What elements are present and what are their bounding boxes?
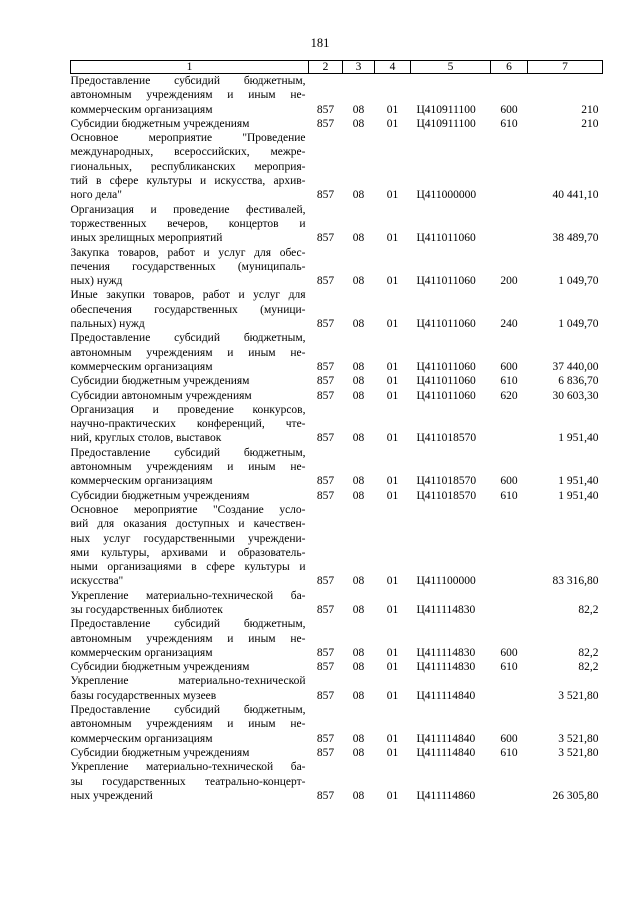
expense-name-line: ных учреждений bbox=[70, 789, 153, 802]
expense-name-line: ными организациями в сфере культуры и bbox=[70, 561, 306, 574]
expense-name-cell bbox=[71, 503, 309, 589]
expense-name-cell bbox=[71, 203, 309, 246]
section-code-cell: 08 bbox=[352, 732, 365, 745]
expense-name-line: Иные закупки товаров, работ и услуг для bbox=[70, 289, 306, 302]
subsection-code-cell: 01 bbox=[386, 575, 399, 588]
section-code-cell: 08 bbox=[352, 646, 365, 659]
subsection-code-cell: 01 bbox=[386, 732, 399, 745]
subsection-code-cell: 01 bbox=[386, 117, 399, 130]
expense-type-cell: 600 bbox=[500, 646, 518, 659]
amount-cell: 3 521,80 bbox=[558, 746, 599, 759]
ministry-code-cell: 857 bbox=[316, 646, 335, 659]
section-code-cell: 08 bbox=[352, 475, 365, 488]
expense-name-line: коммерческим организациям bbox=[70, 732, 213, 745]
amount-cell: 1 049,70 bbox=[558, 318, 599, 331]
section-code-cell: 08 bbox=[352, 603, 365, 616]
expense-type-cell: 600 bbox=[500, 103, 518, 116]
table-row bbox=[71, 703, 603, 746]
section-code-cell: 08 bbox=[352, 360, 365, 373]
target-article-cell: Ц411114830 bbox=[416, 661, 476, 674]
subsection-code-cell: 01 bbox=[386, 661, 399, 674]
amount-cell: 26 305,80 bbox=[552, 789, 599, 802]
subsection-code-cell: 01 bbox=[386, 318, 399, 331]
expense-type-cell: 600 bbox=[500, 475, 518, 488]
expense-type-cell: 240 bbox=[500, 318, 518, 331]
section-code-cell: 08 bbox=[352, 489, 365, 502]
expense-name-line: Предоставление субсидий бюджетным, bbox=[70, 446, 306, 459]
expense-name-line: Субсидии бюджетным учреждениям bbox=[70, 489, 250, 502]
expense-type-cell: 610 bbox=[500, 746, 518, 759]
section-code-cell: 08 bbox=[352, 275, 365, 288]
table-row bbox=[71, 746, 603, 760]
expense-name-cell bbox=[71, 389, 309, 403]
section-code-cell: 08 bbox=[352, 661, 365, 674]
expense-name-line: Укрепление материально-технической ба- bbox=[70, 589, 306, 602]
target-article-cell: Ц411114860 bbox=[416, 789, 476, 802]
subsection-code-cell: 01 bbox=[386, 489, 399, 502]
expense-type-cell bbox=[491, 589, 528, 618]
subsection-code-cell: 01 bbox=[386, 746, 399, 759]
target-article-cell: Ц411011060 bbox=[416, 375, 476, 388]
ministry-code-cell: 857 bbox=[316, 603, 335, 616]
expense-name-cell bbox=[71, 660, 309, 674]
table-row bbox=[71, 589, 603, 618]
expense-name-cell bbox=[71, 760, 309, 803]
table-row bbox=[71, 288, 603, 331]
expense-name-line: коммерческим организациям bbox=[70, 475, 213, 488]
subsection-code-cell: 01 bbox=[386, 646, 399, 659]
ministry-code-cell: 857 bbox=[316, 375, 335, 388]
amount-cell: 1 049,70 bbox=[558, 275, 599, 288]
subsection-code-cell: 01 bbox=[386, 232, 399, 245]
expense-name-line: базы государственных музеев bbox=[70, 689, 217, 702]
ministry-code-cell: 857 bbox=[316, 103, 335, 116]
expense-name-cell bbox=[71, 131, 309, 202]
amount-cell: 210 bbox=[581, 103, 599, 116]
amount-cell: 82,2 bbox=[578, 646, 599, 659]
expense-name-cell bbox=[71, 489, 309, 503]
expense-name-line: ных) нужд bbox=[70, 275, 123, 288]
expense-type-cell: 620 bbox=[500, 389, 518, 402]
ministry-code-cell: 857 bbox=[316, 117, 335, 130]
section-code-cell: 08 bbox=[352, 318, 365, 331]
table-row bbox=[71, 203, 603, 246]
expense-type-cell bbox=[491, 674, 528, 703]
expense-name-cell bbox=[71, 703, 309, 746]
section-code-cell: 08 bbox=[352, 432, 365, 445]
target-article-cell: Ц411000000 bbox=[416, 189, 477, 202]
amount-cell: 1 951,40 bbox=[558, 489, 599, 502]
target-article-cell: Ц410911100 bbox=[416, 103, 476, 116]
expense-name-line: Организация и проведение конкурсов, bbox=[70, 403, 306, 416]
expense-name-cell bbox=[71, 117, 309, 131]
subsection-code-cell: 01 bbox=[386, 789, 399, 802]
expense-name-cell bbox=[71, 446, 309, 489]
target-article-cell: Ц411018570 bbox=[416, 432, 477, 445]
header-row bbox=[71, 61, 603, 74]
amount-cell: 210 bbox=[581, 117, 599, 130]
ministry-code-cell: 857 bbox=[316, 746, 335, 759]
ministry-code-cell: 857 bbox=[316, 275, 335, 288]
expense-name-line: Закупка товаров, работ и услуг для обес- bbox=[70, 246, 306, 259]
expense-name-line: Субсидии бюджетным учреждениям bbox=[70, 746, 250, 759]
expense-name-line: торжественных вечеров, концертов и bbox=[70, 217, 306, 230]
ministry-code-cell: 857 bbox=[316, 689, 335, 702]
target-article-cell: Ц411011060 bbox=[416, 360, 476, 373]
subsection-code-cell: 01 bbox=[386, 360, 399, 373]
expense-name-cell bbox=[71, 288, 309, 331]
expense-name-line: научно-практических конференций, чте- bbox=[70, 418, 306, 431]
expense-name-line: тий в сфере культуры и искусства, архив- bbox=[70, 175, 306, 188]
ministry-code-cell: 857 bbox=[316, 789, 335, 802]
subsection-code-cell: 01 bbox=[386, 475, 399, 488]
subsection-code-cell: 01 bbox=[386, 103, 399, 116]
expense-name-line: ного дела" bbox=[70, 189, 122, 202]
table-row bbox=[71, 760, 603, 803]
ministry-code-cell: 857 bbox=[316, 360, 335, 373]
expense-name-line: ями культуры, архивами и образователь- bbox=[70, 546, 306, 559]
table-row bbox=[71, 503, 603, 589]
subsection-code-cell: 01 bbox=[386, 375, 399, 388]
table-row bbox=[71, 117, 603, 131]
expense-name-line: Предоставление субсидий бюджетным, bbox=[70, 75, 306, 87]
expense-type-cell: 610 bbox=[500, 375, 518, 388]
expense-name-cell bbox=[71, 746, 309, 760]
section-code-cell: 08 bbox=[352, 389, 365, 402]
target-article-cell: Ц411114830 bbox=[416, 603, 476, 616]
amount-cell: 3 521,80 bbox=[558, 689, 599, 702]
amount-cell: 6 836,70 bbox=[558, 375, 599, 388]
target-article-cell: Ц411011060 bbox=[416, 275, 476, 288]
section-code-cell: 08 bbox=[352, 375, 365, 388]
expense-name-line: Организация и проведение фестивалей, bbox=[70, 203, 306, 216]
expense-name-line: Предоставление субсидий бюджетным, bbox=[70, 618, 306, 631]
amount-cell: 1 951,40 bbox=[558, 475, 599, 488]
table-row bbox=[71, 403, 603, 446]
table-body bbox=[71, 74, 603, 804]
header-col-4: 4 bbox=[375, 61, 411, 74]
expense-name-line: ний, круглых столов, выставок bbox=[70, 432, 222, 445]
expense-name-line: искусства" bbox=[70, 575, 124, 588]
amount-cell: 30 603,30 bbox=[552, 389, 599, 402]
expense-name-line: Укрепление материально-технической bbox=[70, 675, 306, 688]
header-col-1: 1 bbox=[71, 61, 309, 74]
ministry-code-cell: 857 bbox=[316, 661, 335, 674]
header-col-6: 6 bbox=[491, 61, 528, 74]
expense-type-cell bbox=[491, 131, 528, 202]
subsection-code-cell: 01 bbox=[386, 432, 399, 445]
expense-name-line: Субсидии автономным учреждениям bbox=[70, 389, 252, 402]
expense-type-cell: 610 bbox=[500, 117, 518, 130]
ministry-code-cell: 857 bbox=[316, 432, 335, 445]
expense-type-cell: 600 bbox=[500, 360, 518, 373]
expense-name-cell bbox=[71, 674, 309, 703]
expense-name-line: автономным учреждениям и иным не- bbox=[70, 718, 306, 731]
expense-type-cell: 610 bbox=[500, 489, 518, 502]
expense-type-cell bbox=[491, 760, 528, 803]
expense-name-cell bbox=[71, 331, 309, 374]
expense-name-line: гиональных, республиканских мероприя- bbox=[70, 160, 306, 173]
expense-name-line: обеспечения государственных (муници- bbox=[70, 303, 306, 316]
expense-name-cell bbox=[71, 374, 309, 388]
expense-name-line: зы государственных театрально-концерт- bbox=[70, 775, 306, 788]
amount-cell: 37 440,00 bbox=[552, 360, 599, 373]
table-row bbox=[71, 131, 603, 202]
section-code-cell: 08 bbox=[352, 189, 365, 202]
amount-cell: 38 489,70 bbox=[552, 232, 599, 245]
subsection-code-cell: 01 bbox=[386, 689, 399, 702]
expense-type-cell: 610 bbox=[500, 661, 518, 674]
section-code-cell: 08 bbox=[352, 689, 365, 702]
table-row bbox=[71, 246, 603, 289]
target-article-cell: Ц411114840 bbox=[416, 746, 476, 759]
expense-name-line: Субсидии бюджетным учреждениям bbox=[70, 661, 250, 674]
expense-name-line: Субсидии бюджетным учреждениям bbox=[70, 117, 250, 130]
table-header bbox=[71, 61, 603, 74]
expense-type-cell: 200 bbox=[500, 275, 518, 288]
amount-cell: 1 951,40 bbox=[558, 432, 599, 445]
target-article-cell: Ц411011060 bbox=[416, 232, 476, 245]
target-article-cell: Ц411011060 bbox=[416, 389, 476, 402]
ministry-code-cell: 857 bbox=[316, 389, 335, 402]
table-row bbox=[71, 446, 603, 489]
section-code-cell: 08 bbox=[352, 117, 365, 130]
page-number: 181 bbox=[310, 36, 330, 50]
expense-type-cell bbox=[491, 503, 528, 589]
expense-name-line: ных услуг государственными учреждени- bbox=[70, 532, 306, 545]
expense-type-cell bbox=[491, 203, 528, 246]
header-col-2: 2 bbox=[309, 61, 343, 74]
expense-name-line: автономным учреждениям и иным не- bbox=[70, 461, 306, 474]
table-row bbox=[71, 374, 603, 388]
expense-name-line: коммерческим организациям bbox=[70, 360, 213, 373]
expense-type-cell: 600 bbox=[500, 732, 518, 745]
expense-name-line: Основное мероприятие "Проведение bbox=[70, 132, 306, 145]
expense-name-cell bbox=[71, 74, 309, 117]
subsection-code-cell: 01 bbox=[386, 389, 399, 402]
expense-name-line: пальных) нужд bbox=[70, 318, 145, 331]
amount-cell: 3 521,80 bbox=[558, 732, 599, 745]
table-row bbox=[71, 674, 603, 703]
target-article-cell: Ц411018570 bbox=[416, 475, 477, 488]
expense-name-cell bbox=[71, 246, 309, 289]
subsection-code-cell: 01 bbox=[386, 275, 399, 288]
amount-cell: 82,2 bbox=[578, 603, 599, 616]
expense-type-cell bbox=[491, 403, 528, 446]
header-col-7: 7 bbox=[528, 61, 603, 74]
table-row bbox=[71, 617, 603, 660]
expense-name-cell bbox=[71, 403, 309, 446]
subsection-code-cell: 01 bbox=[386, 189, 399, 202]
expense-name-cell bbox=[71, 617, 309, 660]
target-article-cell: Ц411018570 bbox=[416, 489, 477, 502]
expense-name-line: международных, всероссийских, межре- bbox=[70, 146, 306, 159]
target-article-cell: Ц411114840 bbox=[416, 689, 476, 702]
ministry-code-cell: 857 bbox=[316, 732, 335, 745]
ministry-code-cell: 857 bbox=[316, 575, 335, 588]
target-article-cell: Ц411114840 bbox=[416, 732, 476, 745]
ministry-code-cell: 857 bbox=[316, 489, 335, 502]
amount-cell: 83 316,80 bbox=[552, 575, 599, 588]
expense-name-line: Субсидии бюджетным учреждениям bbox=[70, 375, 250, 388]
table-row bbox=[71, 331, 603, 374]
expense-name-line: автономным учреждениям и иным не- bbox=[70, 346, 306, 359]
target-article-cell: Ц410911100 bbox=[416, 117, 476, 130]
amount-cell: 82,2 bbox=[578, 661, 599, 674]
expense-name-line: Предоставление субсидий бюджетным, bbox=[70, 704, 306, 717]
expense-name-line: иных зрелищных мероприятий bbox=[70, 232, 223, 245]
header-col-3: 3 bbox=[343, 61, 375, 74]
target-article-cell: Ц411114830 bbox=[416, 646, 476, 659]
ministry-code-cell: 857 bbox=[316, 475, 335, 488]
header-col-5: 5 bbox=[411, 61, 491, 74]
table-row bbox=[71, 389, 603, 403]
amount-cell: 40 441,10 bbox=[552, 189, 599, 202]
ministry-code-cell: 857 bbox=[316, 189, 335, 202]
expense-name-cell bbox=[71, 589, 309, 618]
section-code-cell: 08 bbox=[352, 232, 365, 245]
expense-name-line: вий для оказания доступных и качествен- bbox=[70, 518, 306, 531]
expense-name-line: Укрепление материально-технической ба- bbox=[70, 761, 306, 774]
budget-table bbox=[70, 60, 603, 803]
target-article-cell: Ц411100000 bbox=[416, 575, 476, 588]
target-article-cell: Ц411011060 bbox=[416, 318, 476, 331]
expense-name-line: коммерческим организациям bbox=[70, 103, 213, 116]
table-row bbox=[71, 489, 603, 503]
section-code-cell: 08 bbox=[352, 575, 365, 588]
section-code-cell: 08 bbox=[352, 746, 365, 759]
table-row bbox=[71, 660, 603, 674]
expense-name-line: зы государственных библиотек bbox=[70, 603, 223, 616]
section-code-cell: 08 bbox=[352, 103, 365, 116]
expense-name-line: печения государственных (муниципаль- bbox=[70, 260, 306, 273]
section-code-cell: 08 bbox=[352, 789, 365, 802]
expense-name-line: Предоставление субсидий бюджетным, bbox=[70, 332, 306, 345]
expense-name-line: автономным учреждениям и иным не- bbox=[70, 632, 306, 645]
ministry-code-cell: 857 bbox=[316, 232, 335, 245]
expense-name-line: автономным учреждениям и иным не- bbox=[70, 89, 306, 102]
expense-name-line: Основное мероприятие "Создание усло- bbox=[70, 503, 306, 516]
ministry-code-cell: 857 bbox=[316, 318, 335, 331]
subsection-code-cell: 01 bbox=[386, 603, 399, 616]
table-row bbox=[71, 74, 603, 117]
expense-name-line: коммерческим организациям bbox=[70, 646, 213, 659]
